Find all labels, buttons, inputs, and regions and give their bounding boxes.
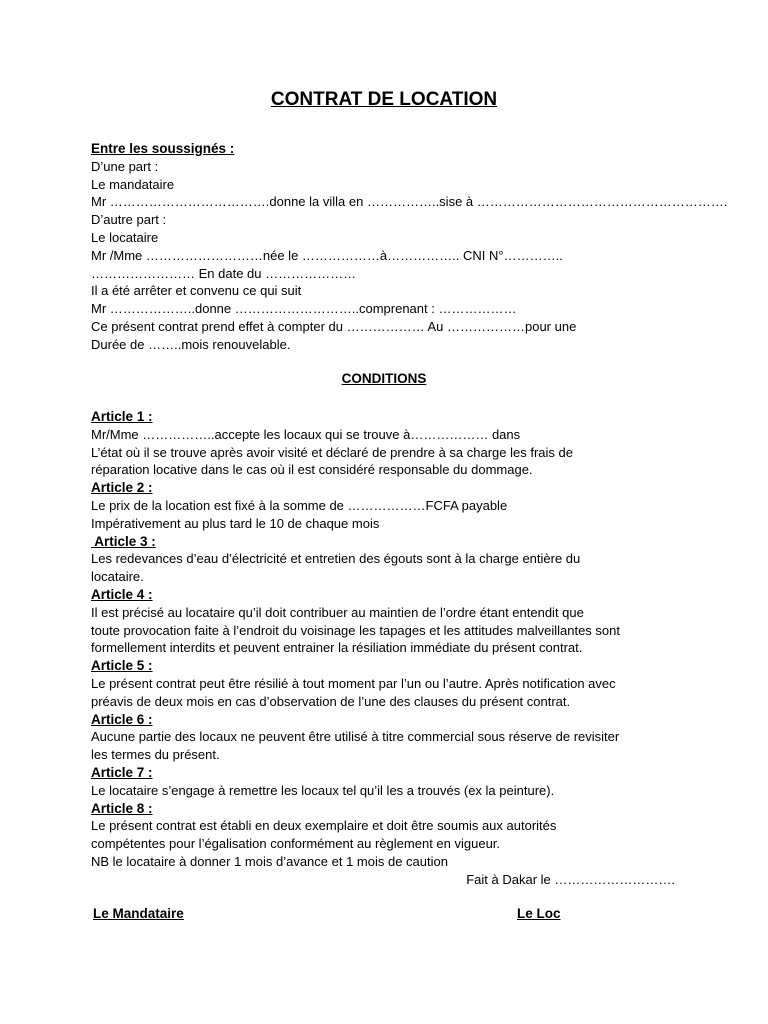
parties-line: Mr /Mme ………………………née le ………………à…………….. CNI N°………….. (91, 247, 563, 263)
article-heading: Article 6 : (91, 711, 153, 727)
parties-line: Le locataire (91, 229, 159, 245)
parties-line: Durée de ……..mois renouvelable. (91, 336, 291, 352)
article-heading: Article 8 : (91, 800, 153, 816)
article-heading: Article 4 : (91, 586, 153, 602)
parties-section (91, 140, 728, 354)
article-line: locataire. (91, 569, 144, 585)
parties-line: Il a été arrêter et convenu ce qui suit (91, 283, 302, 299)
article-line: toute provocation faite à l’endroit du voisinage les tapages et les attitudes malveillantes sont (91, 622, 620, 638)
article-line: Mr/Mme ……………..accepte les locaux qui se trouve à……………… dans (91, 426, 521, 442)
article-line: Les redevances d’eau d’électricité et entretien des égouts sont à la charge entière du (91, 551, 581, 567)
article-line: réparation locative dans le cas où il est considéré responsable du dommage. (91, 462, 533, 478)
parties-line: Le mandataire (91, 176, 175, 192)
contract-title: CONTRAT DE LOCATION (270, 89, 498, 110)
article-heading: Article 5 : (91, 658, 153, 674)
signature-mandataire: Le Mandataire (93, 906, 184, 921)
article-line: Le présent contrat est établi en deux exemplaire et doit être soumis aux autorités (91, 818, 557, 834)
article-heading: Article 1 : (91, 409, 153, 424)
conditions-heading: CONDITIONS (341, 371, 427, 386)
parties-line: D’autre part : (91, 212, 167, 228)
parties-line: Ce présent contrat prend effet à compter du ……………… Au ………………pour une (91, 318, 577, 334)
article-line: formellement interdits et peuvent entrainer la résiliation immédiate du présent contrat. (91, 640, 583, 656)
article-line: Le prix de la location est fixé à la somme de ………………FCFA payable (91, 497, 508, 513)
parties-line: Mr ……………………………….donne la villa en ……………..sise à …………………………………………………. (91, 194, 728, 210)
place-date-line: Fait à Dakar le ………………………. (466, 872, 675, 887)
article-line: Le présent contrat peut être résilié à tout moment par l’un ou l’autre. Après notification avec (91, 675, 616, 691)
article-line: L’état où il se trouve après avoir visité et déclaré de prendre à sa charge les frais de (91, 444, 573, 460)
article-line: préavis de deux mois en cas d’observation de l’une des clauses du présent contrat. (91, 693, 571, 709)
article-line: Impérativement au plus tard le 10 de chaque mois (91, 515, 380, 531)
parties-line: …………………… En date du ………………… (91, 265, 357, 281)
article-line: Le locataire s’engage à remettre les locaux tel qu’il les a trouvés (ex la peinture). (91, 782, 555, 798)
article-heading: Article 7 : (91, 764, 153, 780)
article-line: Il est précisé au locataire qu’il doit contribuer au maintien de l’ordre étant entendit que (91, 604, 584, 620)
article-heading: Article 2 : (91, 480, 153, 496)
parties-line: Mr ………………..donne ………………………..comprenant : ……………… (91, 301, 517, 317)
articles-section (91, 408, 691, 871)
article-line: Aucune partie des locaux ne peuvent être utilisé à titre commercial sous réserve de revisiter (91, 729, 620, 745)
parties-heading: Entre les soussignés : (91, 141, 235, 156)
article-line: les termes du présent. (91, 747, 220, 763)
signature-locataire: Le Loc (517, 906, 561, 921)
article-line: compétentes pour l’égalisation conformément au règlement en vigueur. (91, 836, 501, 852)
article-heading: Article 3 : (91, 533, 156, 549)
parties-line: D’une part : (91, 158, 159, 174)
article-line: NB le locataire à donner 1 mois d’avance et 1 mois de caution (91, 853, 448, 869)
